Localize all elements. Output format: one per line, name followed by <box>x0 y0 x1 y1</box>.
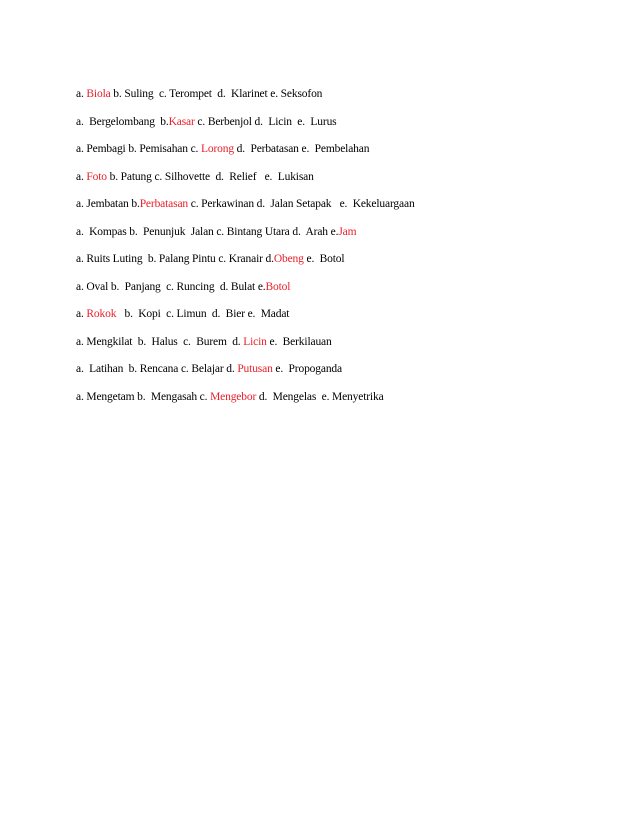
option-text: a. Mengetam b. Mengasah c. <box>76 390 211 403</box>
answer-line <box>76 362 596 390</box>
highlighted-answer: Biola <box>86 88 111 100</box>
option-text: a. Ruits Luting b. Palang Pintu c. Kranair d. <box>76 253 274 265</box>
highlighted-answer: Foto <box>86 170 107 183</box>
option-text: a. <box>76 308 87 320</box>
highlighted-answer: Perbatasan <box>139 198 189 210</box>
option-text: b. Suling c. Terompet d. Klarinet e. Seksofon <box>110 88 323 100</box>
option-text: a. Bergelombang b. <box>76 115 169 128</box>
answer-line <box>76 225 596 253</box>
answer-line <box>76 252 596 280</box>
answer-line <box>76 335 596 363</box>
highlighted-answer: Lorong <box>200 143 234 155</box>
option-text: d. Perbatasan e. Pembelahan <box>233 143 370 155</box>
option-text: d. Mengelas e. Menyetrika <box>256 390 384 403</box>
option-text: a. <box>76 88 87 100</box>
answer-line <box>76 197 596 225</box>
answer-line <box>76 307 596 335</box>
answer-line <box>76 87 596 115</box>
option-text: b. Kopi c. Limun d. Bier e. Madat <box>116 308 290 320</box>
answer-line <box>76 142 596 170</box>
option-text: c. Berbenjol d. Licin e. Lurus <box>194 115 337 128</box>
option-text: a. <box>76 170 87 183</box>
highlighted-answer: Mengebor <box>210 390 257 403</box>
highlighted-answer: Botol <box>265 280 291 293</box>
answer-line <box>76 280 596 308</box>
highlighted-answer: Licin <box>243 335 267 348</box>
answer-list <box>76 87 596 417</box>
highlighted-answer: Rokok <box>86 308 117 320</box>
answer-line <box>76 170 596 198</box>
highlighted-answer: Putusan <box>237 363 273 375</box>
option-text: a. Jembatan b. <box>76 198 140 210</box>
option-text: b. Patung c. Silhovette d. Relief e. Lukisan <box>106 170 314 183</box>
option-text: e. Propoganda <box>272 363 342 375</box>
answer-line <box>76 115 596 143</box>
option-text: a. Mengkilat b. Halus c. Burem d. <box>76 335 244 348</box>
option-text: c. Perkawinan d. Jalan Setapak e. Kekeluargaan <box>188 198 415 210</box>
option-text: a. Latihan b. Rencana c. Belajar d. <box>76 363 238 375</box>
highlighted-answer: Jam <box>338 225 357 238</box>
highlighted-answer: Obeng <box>273 253 304 265</box>
option-text: a. Kompas b. Penunjuk Jalan c. Bintang Utara d. Arah e. <box>76 225 339 238</box>
highlighted-answer: Kasar <box>168 115 195 128</box>
option-text: a. Oval b. Panjang c. Runcing d. Bulat e. <box>76 280 266 293</box>
option-text: e. Botol <box>303 253 345 265</box>
option-text: a. Pembagi b. Pemisahan c. <box>76 143 201 155</box>
answer-line <box>76 390 596 418</box>
option-text: e. Berkilauan <box>266 335 332 348</box>
